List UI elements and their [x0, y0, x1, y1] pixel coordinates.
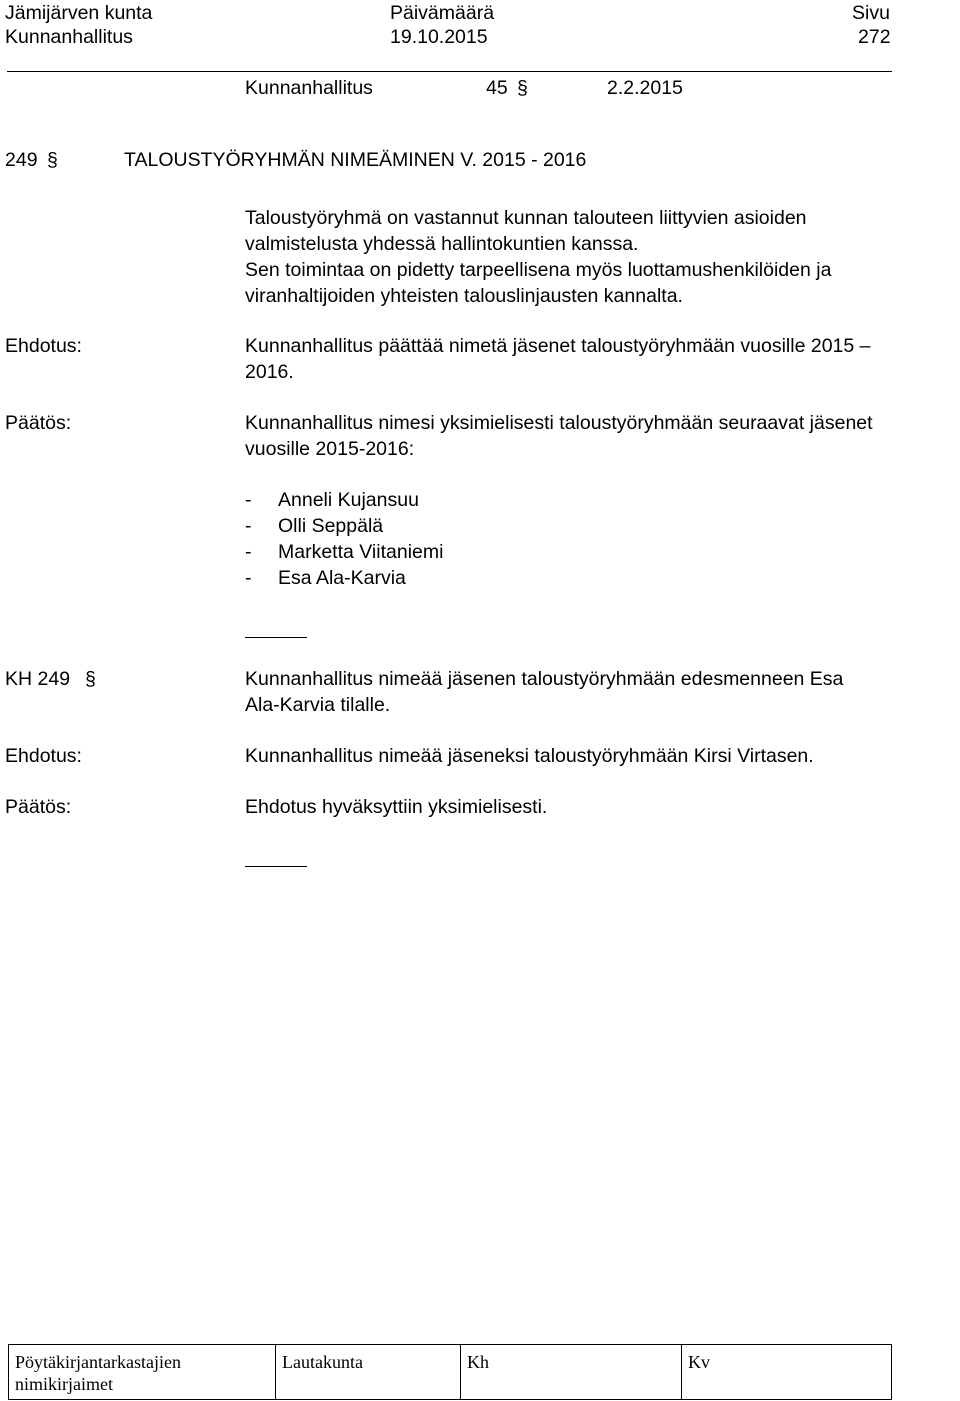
decision-line: vuosille 2015-2016:: [245, 438, 415, 460]
intro-line: Sen toimintaa on pidetty tarpeellisena myös luottamushenkilöiden ja: [245, 259, 832, 281]
intro-line: viranhaltijoiden yhteisten talouslinjausten kannalta.: [245, 285, 683, 307]
kh-text-line: Ala-Karvia tilalle.: [245, 694, 391, 716]
member-list: [245, 487, 443, 591]
header-rule: [7, 71, 892, 72]
intro-line: Taloustyöryhmä on vastannut kunnan talouteen liittyvien asioiden: [245, 207, 807, 229]
list-item: [245, 539, 443, 565]
proposal-line: Kunnanhallitus päättää nimetä jäsenet taloustyöryhmään vuosille 2015 –: [245, 335, 871, 357]
section-number: 249: [5, 149, 38, 171]
kh-text-line: Kunnanhallitus nimeää jäsenen taloustyöryhmään edesmenneen Esa: [245, 668, 844, 690]
municipality-name: Jämijärven kunta: [5, 2, 153, 24]
organ-name: Kunnanhallitus: [5, 26, 133, 48]
proposal-text: [245, 333, 871, 385]
intro-paragraph: [245, 205, 831, 309]
footer-committee-cell: Lautakunta: [275, 1345, 460, 1399]
kh-section-label: KH 249: [5, 668, 71, 690]
proposal-line: 2016.: [245, 361, 294, 383]
section-symbol: §: [47, 149, 58, 171]
proposal-label: Ehdotus:: [5, 335, 82, 357]
footer-inspectors-cell: Pöytäkirjantarkastajien nimikirjaimet: [15, 1352, 181, 1394]
date-label: Päivämäärä: [390, 2, 495, 24]
footer-kh-cell: Kh: [460, 1345, 681, 1399]
intro-line: valmistelusta yhdessä hallintokuntien kanssa.: [245, 233, 639, 255]
dash: -: [245, 515, 252, 537]
footer-table: [8, 1344, 892, 1400]
page-label: Sivu: [852, 2, 890, 24]
decision-label: Päätös:: [5, 412, 72, 434]
member-name: Anneli Kujansuu: [278, 489, 419, 511]
decision-line: Kunnanhallitus nimesi yksimielisesti taloustyöryhmään seuraavat jäsenet: [245, 412, 873, 434]
dash: -: [245, 489, 252, 511]
separator-rule: [245, 866, 307, 867]
reference-organ: Kunnanhallitus: [245, 77, 373, 99]
dash: -: [245, 541, 252, 563]
meeting-date: 19.10.2015: [390, 26, 488, 48]
kh-decision-text: Ehdotus hyväksyttiin yksimielisesti.: [245, 796, 548, 818]
list-item: [245, 565, 443, 591]
member-name: Olli Seppälä: [278, 515, 384, 537]
member-name: Esa Ala-Karvia: [278, 567, 406, 589]
reference-number: 45: [486, 77, 508, 99]
separator-rule: [245, 637, 307, 638]
dash: -: [245, 567, 252, 589]
reference-date: 2.2.2015: [607, 77, 683, 99]
kh-decision-label: Päätös:: [5, 796, 72, 818]
decision-text: [245, 410, 873, 462]
kh-section-text: [245, 666, 843, 718]
reference-section-symbol: §: [517, 77, 528, 99]
page-number: 272: [858, 26, 891, 48]
member-name: Marketta Viitaniemi: [278, 541, 444, 563]
kh-proposal-text: Kunnanhallitus nimeää jäseneksi taloustyöryhmään Kirsi Virtasen.: [245, 745, 814, 767]
kh-proposal-label: Ehdotus:: [5, 745, 82, 767]
list-item: [245, 487, 443, 513]
list-item: [245, 513, 443, 539]
kh-section-symbol: §: [85, 668, 96, 690]
section-title: TALOUSTYÖRYHMÄN NIMEÄMINEN V. 2015 - 2016: [124, 149, 587, 171]
footer-kv-cell: Kv: [681, 1345, 891, 1399]
